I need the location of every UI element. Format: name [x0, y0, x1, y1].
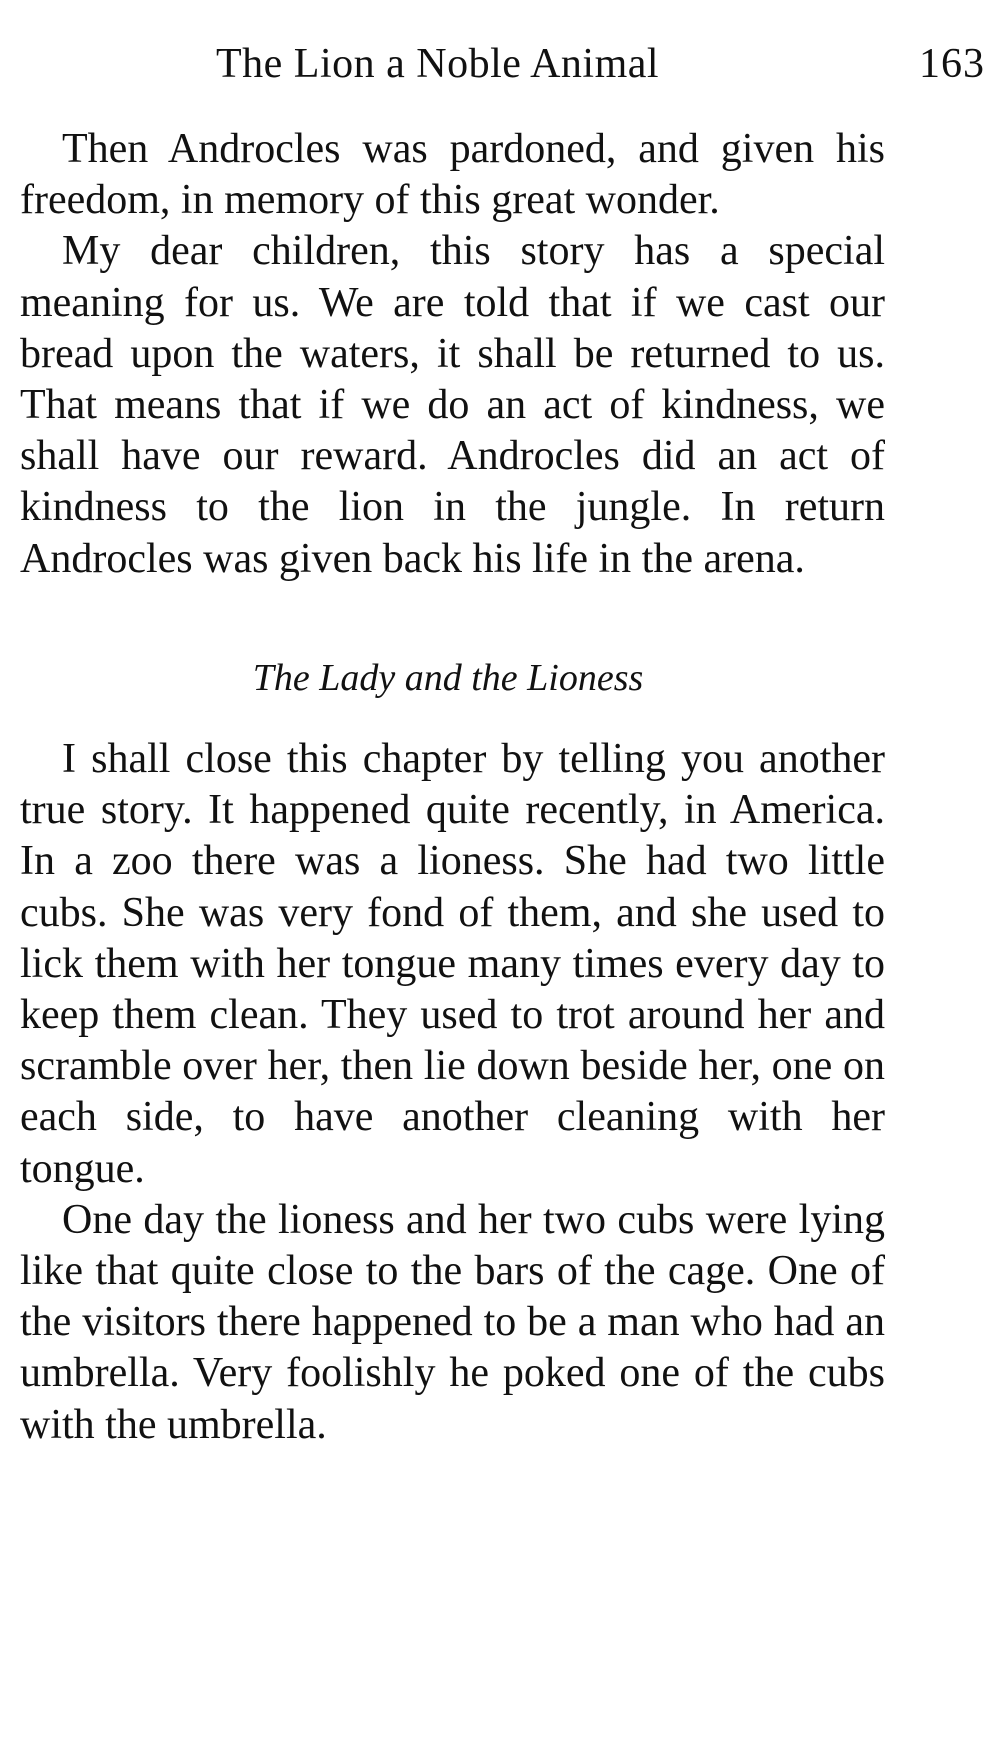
- section-heading-wrapper: [0, 656, 1000, 700]
- paragraph: I shall close this chapter by telling you another true story. It happened quite recently, in America. In a zoo there was a lioness. She had two little cubs. She was very fond of them, and she used to lick them with her tongue many times every day to keep them clean. They used to trot around her and scramble over her, then lie down beside her, one on each side, to have another cleaning with her tongue.: [20, 736, 885, 1192]
- running-header: [20, 40, 985, 100]
- text-block-after-heading: [20, 734, 885, 1451]
- paragraph: Then Androcles was pardoned, and given his freedom, in memory of this great wonder.: [20, 126, 885, 224]
- section-heading: The Lady and the Lioness: [252, 657, 644, 699]
- running-title: The Lion a Noble Animal: [216, 41, 660, 87]
- paragraph: One day the lioness and her two cubs were lying like that quite close to the bars of the cage. One of the visitors there happened to be a man who had an umbrella. Very foolishly he poked one of the cubs with the umbrella.: [20, 1196, 885, 1448]
- paragraph: My dear children, this story has a special meaning for us. We are told that if we cast our bread upon the waters, it shall be returned to us. That means that if we do an act of kindness, we shall have our reward. Androcles did an act of kindness to the lion in the jungle. In return Androcles was given back his life in the arena.: [20, 228, 885, 582]
- text-block-before-heading: [20, 124, 885, 585]
- page-number: 163: [919, 41, 985, 87]
